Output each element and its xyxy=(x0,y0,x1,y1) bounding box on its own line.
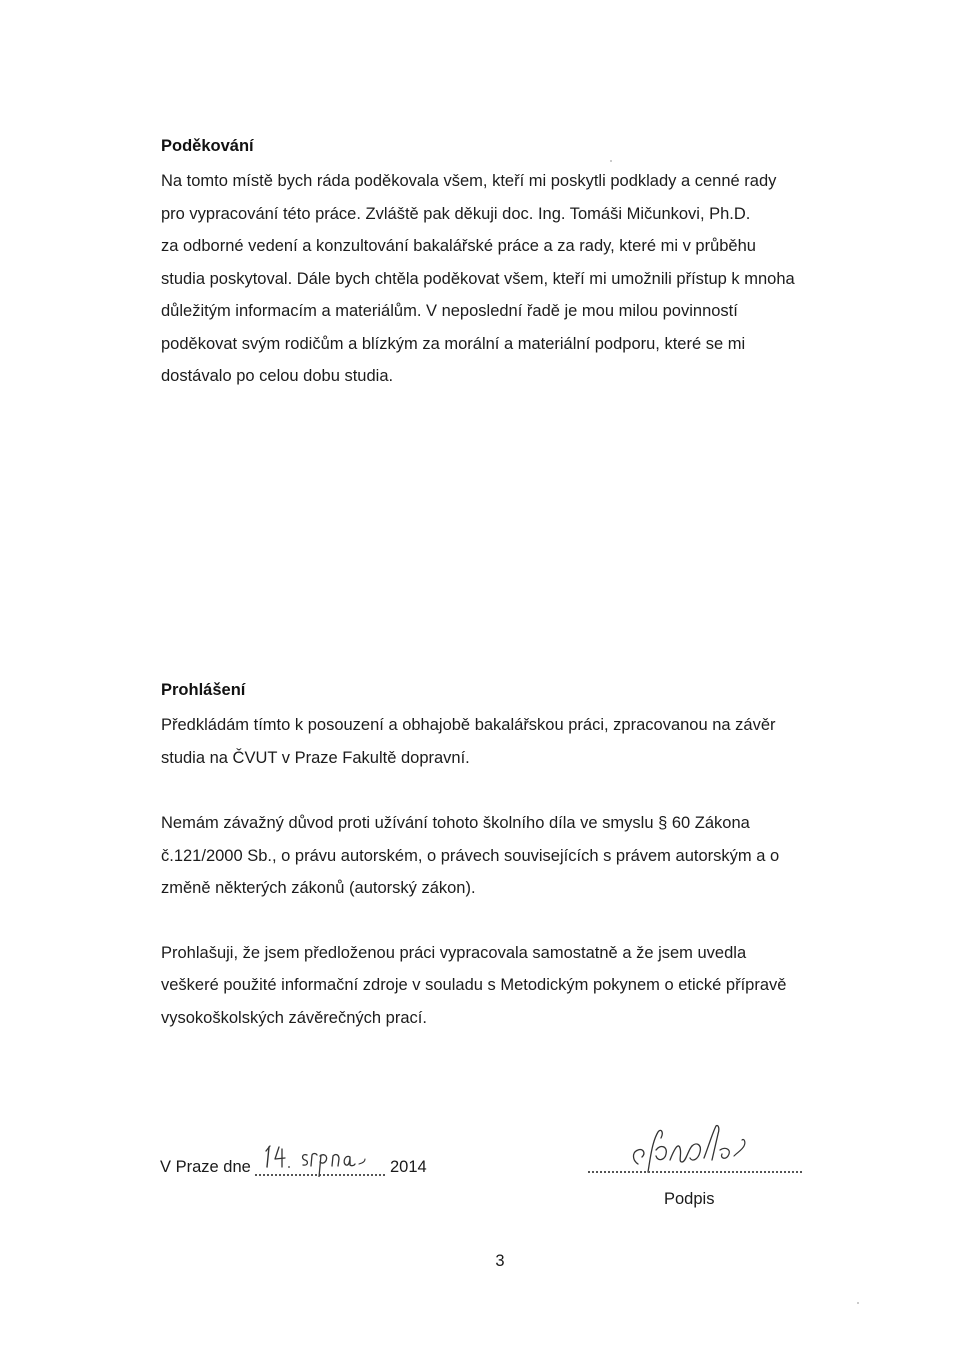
text-line: veškeré použité informační zdroje v souladu s Metodickým pokynem o etické přípravě xyxy=(161,976,787,994)
text-line: studia poskytoval. Dále bych chtěla poděkovat všem, kteří mi umožnili přístup k mnoha xyxy=(161,269,795,288)
declaration-paragraph-2 xyxy=(161,807,851,905)
handwritten-date xyxy=(255,1133,385,1177)
signature-label: Podpis xyxy=(664,1190,715,1208)
place-and-date xyxy=(160,1155,427,1179)
declaration-heading: Prohlášení xyxy=(161,681,246,699)
text-line: za odborné vedení a konzultování bakalářské práce a za rady, které mi v průběhu xyxy=(161,237,756,255)
text-line: změně některých zákonů (autorský zákon). xyxy=(161,879,476,897)
signature-dotted-line xyxy=(588,1171,802,1173)
acknowledgement-section xyxy=(161,136,851,393)
text-line: Předkládám tímto k posouzení a obhajobě bakalářskou práci, zpracovanou na závěr xyxy=(161,716,776,734)
text-line: dostávalo po celou dobu studia. xyxy=(161,367,394,385)
text-line: studia na ČVUT v Praze Fakultě dopravní. xyxy=(161,748,470,767)
declaration-paragraph-1 xyxy=(161,709,851,774)
text-line: Prohlašuji, že jsem předloženou práci vypracovala samostatně a že jsem uvedla xyxy=(161,943,747,962)
acknowledgement-heading: Poděkování xyxy=(161,137,254,155)
scan-speck xyxy=(610,160,612,162)
date-field xyxy=(255,1159,385,1179)
text-line: Nemám závažný důvod proti užívání tohoto školního díla ve smyslu § 60 Zákona xyxy=(161,814,750,832)
declaration-paragraph-3 xyxy=(161,937,851,1035)
text-line: poděkovat svým rodičům a blízkým za morální a materiální podporu, které se mi xyxy=(161,334,746,353)
signature-row xyxy=(160,1155,860,1215)
text-line: vysokoškolských závěrečných prací. xyxy=(161,1008,427,1027)
place-label: V Praze dne xyxy=(160,1158,251,1176)
text-line: pro vypracování této práce. Zvláště pak děkuji doc. Ing. Tomáši Mičunkovi, Ph.D. xyxy=(161,204,751,223)
page-number: 3 xyxy=(495,1252,505,1270)
scan-speck xyxy=(857,1302,859,1304)
text-line: Na tomto místě bych ráda poděkovala všem, kteří mi poskytli podklady a cenné rady xyxy=(161,172,777,190)
acknowledgement-paragraph xyxy=(161,165,851,393)
text-line: důležitým informacím a materiálům. V neposlední řadě je mou milou povinností xyxy=(161,302,738,320)
declaration-section xyxy=(161,680,851,1034)
text-line: č.121/2000 Sb., o právu autorském, o právech souvisejících s právem autorským a o xyxy=(161,846,780,865)
year: 2014 xyxy=(390,1158,427,1176)
